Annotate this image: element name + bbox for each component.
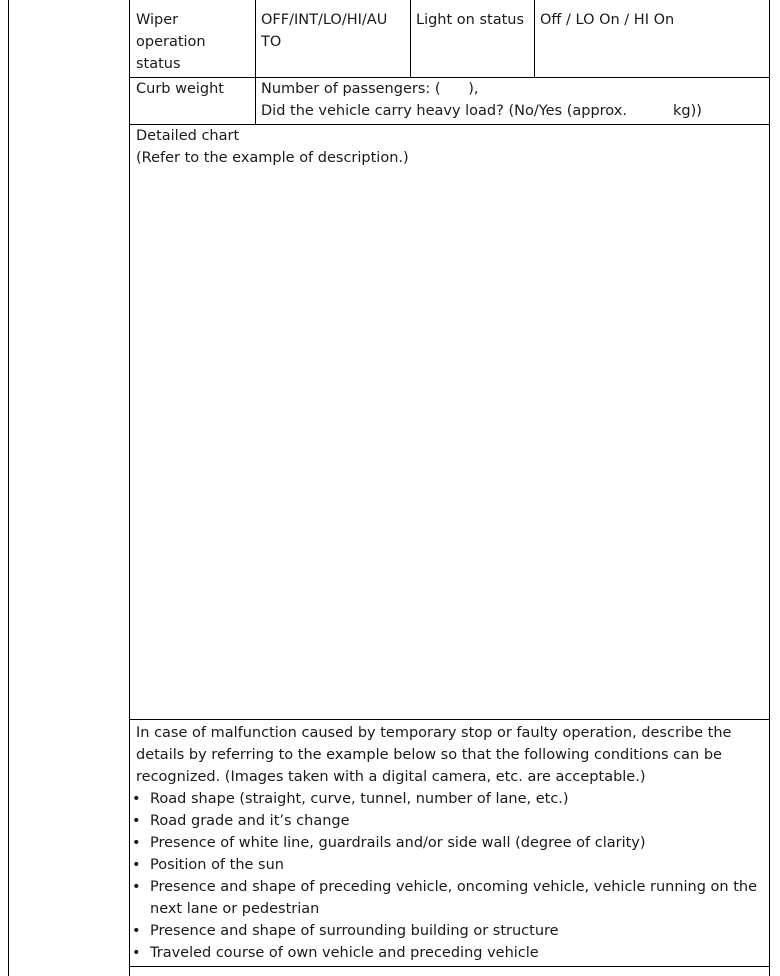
- row-divider-chart: [129, 719, 770, 720]
- bullet-icon: •: [132, 879, 141, 895]
- condition-text: Traveled course of own vehicle and preceding vehicle: [150, 945, 539, 961]
- malfunction-intro: In case of malfunction caused by temporary stop or faulty operation, describe the details by referring to the example below so that the following conditions can be recognized. (Images taken with a digital camera, etc. are acceptable.): [136, 725, 737, 785]
- curb-weight-label: Curb weight: [136, 81, 224, 97]
- condition-list-item: [132, 876, 766, 920]
- condition-list: [132, 788, 766, 964]
- condition-list-item: [132, 942, 766, 964]
- right-border: [769, 0, 770, 976]
- condition-text: Road shape (straight, curve, tunnel, number of lane, etc.): [150, 791, 569, 807]
- condition-text: Road grade and it’s change: [150, 813, 350, 829]
- detailed-chart-note: (Refer to the example of description.): [136, 150, 409, 166]
- col-divider-light-label: [410, 0, 411, 78]
- col-divider-light-value: [534, 0, 535, 78]
- heavy-load-field: Did the vehicle carry heavy load? (No/Yes (approx. kg)): [261, 103, 702, 119]
- bottom-border: [129, 966, 770, 967]
- inner-left-border: [129, 0, 130, 976]
- light-status-value: Off / LO On / HI On: [540, 12, 675, 28]
- outer-left-border: [8, 0, 9, 976]
- condition-text: Presence and shape of preceding vehicle, oncoming vehicle, vehicle running on the next lane or pedestrian: [150, 879, 758, 917]
- condition-list-item: [132, 832, 766, 854]
- wiper-status-label: Wiper operation status: [136, 12, 206, 72]
- bullet-icon: •: [132, 945, 141, 961]
- condition-list-item: [132, 788, 766, 810]
- bullet-icon: •: [132, 791, 141, 807]
- detailed-chart-title: Detailed chart: [136, 128, 240, 144]
- condition-list-item: [132, 920, 766, 942]
- bullet-icon: •: [132, 835, 141, 851]
- bullet-icon: •: [132, 923, 141, 939]
- col-divider-label: [255, 0, 256, 125]
- condition-text: Presence and shape of surrounding building or structure: [150, 923, 559, 939]
- bullet-icon: •: [132, 813, 141, 829]
- bullet-icon: •: [132, 857, 141, 873]
- condition-text: Position of the sun: [150, 857, 284, 873]
- light-status-label: Light on status: [416, 12, 525, 28]
- condition-list-item: [132, 854, 766, 876]
- passenger-count-field: Number of passengers: ( ),: [261, 81, 479, 97]
- condition-text: Presence of white line, guardrails and/or side wall (degree of clarity): [150, 835, 646, 851]
- condition-list-item: [132, 810, 766, 832]
- wiper-status-value: OFF/INT/LO/HI/AU TO: [261, 12, 388, 50]
